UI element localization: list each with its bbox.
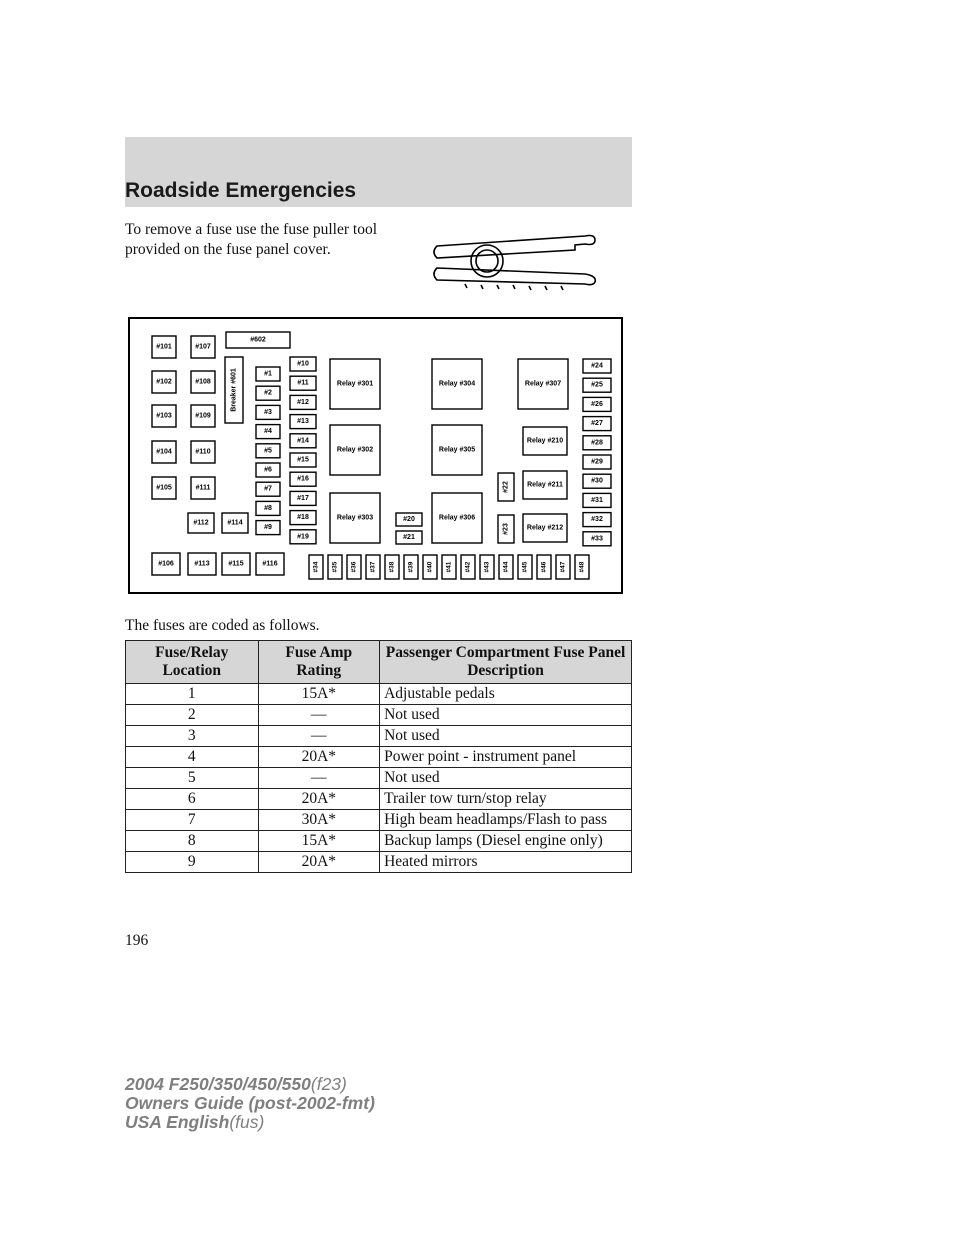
relay-box [432,359,482,409]
cell-description: Not used [380,705,632,726]
fuse-box [256,425,280,439]
cell-location: 6 [126,789,259,810]
diagram-label: #21 [403,534,415,541]
fuse-box [583,513,611,527]
fuse-table [125,640,632,873]
header-description: Passenger Compartment Fuse Panel Description [380,641,632,684]
cell-location: 8 [126,831,259,852]
diagram-label: #107 [195,343,211,351]
header-location: Fuse/Relay Location [126,641,259,684]
fuse-box [290,376,316,390]
fuse-box [385,555,399,579]
fuse-box [152,553,180,575]
diagram-label: #36 [350,561,358,573]
fuse-box [290,357,316,371]
fuse-box [442,555,456,579]
coded-text: The fuses are coded as follows. [125,617,320,634]
diagram-label: #114 [227,519,243,527]
fuse-box [583,417,611,431]
relay-box [330,359,380,409]
fuse-box [290,395,316,409]
diagram-label: #28 [591,439,603,447]
breaker-box [225,357,243,423]
diagram-label: #32 [591,516,603,524]
table-row [126,684,632,705]
footer-model: 2004 F250/350/450/550 [125,1074,311,1094]
footer-model-code: (f23) [310,1074,347,1094]
page-number: 196 [125,932,149,949]
cell-location: 1 [126,684,259,705]
diagram-label: #105 [156,484,172,492]
diagram-label: #48 [578,561,586,573]
diagram-label: #111 [195,484,211,492]
diagram-label: #46 [540,561,548,573]
diagram-label: Relay #211 [527,481,563,489]
cell-rating: 30A* [258,810,380,831]
fuse-box [290,472,316,486]
fuse-box [583,397,611,411]
diagram-label: #102 [156,378,172,386]
fuse-box [583,493,611,507]
fuse-box [498,473,514,501]
diagram-label: #103 [156,412,172,420]
diagram-label: #1 [264,370,272,378]
diagram-label: #3 [264,408,272,416]
diagram-label: #37 [369,561,377,573]
table-row [126,705,632,726]
cell-description: Power point - instrument panel [380,747,632,768]
fuse-box [256,463,280,477]
relay-box [330,493,380,543]
cell-location: 9 [126,852,259,873]
diagram-label: #19 [297,533,309,541]
fuse-box [583,359,611,373]
table-row [126,852,632,873]
fuse-box [575,555,589,579]
fuse-box [499,555,513,579]
diagram-label: #113 [194,560,210,568]
cell-rating: — [258,705,380,726]
fuse-box [191,477,215,499]
diagram-label: #45 [521,561,529,573]
table-row [126,747,632,768]
fuse-box [152,405,176,427]
diagram-label: #20 [403,516,415,523]
header-amp-rating: Fuse Amp Rating [258,641,380,684]
cell-description: Heated mirrors [380,852,632,873]
table-header-row [126,641,632,684]
fuse-box [256,444,280,458]
relay-box [523,471,567,499]
diagram-label: Relay #305 [438,446,476,454]
footer-language-code: (fus) [229,1112,265,1132]
fuse-box [423,555,437,579]
diagram-label: #26 [591,400,603,408]
relay-box [523,427,567,455]
diagram-label: #34 [312,561,320,573]
diagram-label: Relay #302 [336,446,374,454]
cell-location: 5 [126,768,259,789]
diagram-label: #29 [591,458,603,466]
relay-box [330,425,380,475]
diagram-label: #13 [297,418,309,426]
fuse-box [188,513,214,533]
diagram-label: Breaker #601 [230,368,238,412]
fuse-box [396,531,422,544]
footer-line-3 [125,1113,375,1132]
cell-rating: 15A* [258,684,380,705]
fuse-box [290,491,316,505]
fuse-box [498,515,514,543]
table-row [126,726,632,747]
fuse-box [256,553,284,575]
table-row [126,768,632,789]
diagram-label: #47 [559,561,567,573]
diagram-label: #44 [502,561,510,573]
fuse-box [256,501,280,515]
fuse-panel-diagram [128,317,623,594]
diagram-label: #42 [464,561,472,573]
fuse-box [152,477,176,499]
fuse-box [537,555,551,579]
fuse-box [222,513,248,533]
diagram-label: Relay #303 [336,514,374,522]
diagram-label: #10 [297,360,309,368]
diagram-label: #39 [407,561,415,573]
diagram-label: #43 [483,561,491,573]
fuse-box [256,405,280,419]
relay-box [523,514,567,542]
fuse-box [290,453,316,467]
diagram-label: #101 [156,343,172,351]
fuse-box [583,436,611,450]
cell-description: Trailer tow turn/stop relay [380,789,632,810]
fuse-box [583,378,611,392]
cell-rating: 20A* [258,852,380,873]
fuse-box [583,532,611,546]
fuse-puller-illustration [425,228,605,298]
diagram-label: #14 [297,437,309,445]
diagram-label: #9 [264,524,272,532]
relay-box [432,493,482,543]
diagram-label: #104 [156,448,172,456]
diagram-label: Relay #301 [336,380,374,388]
fuse-box [226,332,290,348]
diagram-label: #40 [426,561,434,573]
fuse-box [191,405,215,427]
diagram-label: #35 [331,561,339,573]
diagram-label: #23 [502,523,510,535]
fuse-box [188,553,216,575]
fuse-box [256,521,280,535]
diagram-label: #30 [591,477,603,485]
section-title: Roadside Emergencies [125,179,357,202]
cell-description: Not used [380,768,632,789]
diagram-label: #108 [195,378,211,386]
fuse-box [290,530,316,544]
diagram-label: #22 [502,481,510,493]
footer-language: USA English [125,1112,230,1132]
fuse-box [583,455,611,469]
diagram-label: #15 [297,456,309,464]
cell-rating: — [258,726,380,747]
relay-box [518,359,568,409]
fuse-box [222,553,250,575]
diagram-label: #116 [262,560,278,568]
diagram-label: Relay #212 [526,524,564,532]
fuse-box [256,367,280,381]
diagram-label: #41 [445,561,453,573]
fuse-box [396,513,422,526]
fuse-box [256,386,280,400]
fuse-box [290,434,316,448]
footer-line-1 [125,1075,375,1094]
fuse-box [191,371,215,393]
diagram-label: Relay #304 [438,380,476,388]
diagram-label: #112 [193,519,209,527]
fuse-box [347,555,361,579]
fuse-box [556,555,570,579]
diagram-label: Relay #210 [526,437,564,445]
footer-line-2 [125,1094,375,1113]
diagram-label: #18 [297,514,309,522]
diagram-label: #12 [297,398,309,406]
footer-guide: Owners Guide (post-2002-fmt) [125,1093,375,1113]
diagram-label: #7 [264,485,272,493]
fuse-box [583,474,611,488]
diagram-label: #16 [297,475,309,483]
fuse-box [256,482,280,496]
cell-location: 2 [126,705,259,726]
cell-rating: 15A* [258,831,380,852]
document-footer [125,1075,375,1132]
cell-description: Not used [380,726,632,747]
diagram-label: #17 [297,494,309,502]
fuse-box [152,336,176,358]
diagram-label: #31 [591,496,603,504]
fuse-box [480,555,494,579]
cell-location: 3 [126,726,259,747]
diagram-label: #6 [264,466,272,474]
fuse-box [328,555,342,579]
fuse-box [404,555,418,579]
diagram-label: #115 [228,560,244,568]
fuse-box [152,371,176,393]
fuse-box [366,555,380,579]
diagram-label: Relay #307 [524,380,562,388]
cell-rating: 20A* [258,789,380,810]
diagram-label: #4 [264,428,272,436]
cell-location: 4 [126,747,259,768]
diagram-label: #25 [591,381,603,389]
fuse-box [152,441,176,463]
relay-box [432,425,482,475]
diagram-label: #5 [264,447,272,455]
fuse-box [290,415,316,429]
fuse-box [191,441,215,463]
cell-rating: — [258,768,380,789]
diagram-label: #27 [591,420,603,428]
table-row [126,789,632,810]
fuse-box [191,336,215,358]
cell-description: Backup lamps (Diesel engine only) [380,831,632,852]
section-header-bar [125,137,632,207]
diagram-label: #11 [297,379,309,387]
cell-location: 7 [126,810,259,831]
diagram-label: #2 [264,389,272,397]
diagram-label: #38 [388,561,396,573]
fuse-box [461,555,475,579]
cell-rating: 20A* [258,747,380,768]
table-row [126,810,632,831]
cell-description: High beam headlamps/Flash to pass [380,810,632,831]
table-row [126,831,632,852]
intro-paragraph: To remove a fuse use the fuse puller tool provided on the fuse panel cover. [125,221,378,258]
cell-description: Adjustable pedals [380,684,632,705]
diagram-label: #24 [591,362,603,370]
diagram-label: #33 [591,535,603,543]
fuse-box [518,555,532,579]
diagram-label: #602 [250,336,266,344]
diagram-label: #110 [195,448,211,456]
fuse-box [309,555,323,579]
diagram-label: Relay #306 [438,514,476,522]
diagram-label: #8 [264,504,272,512]
diagram-label: #106 [158,560,174,568]
fuse-box [290,511,316,525]
diagram-label: #109 [195,412,211,420]
